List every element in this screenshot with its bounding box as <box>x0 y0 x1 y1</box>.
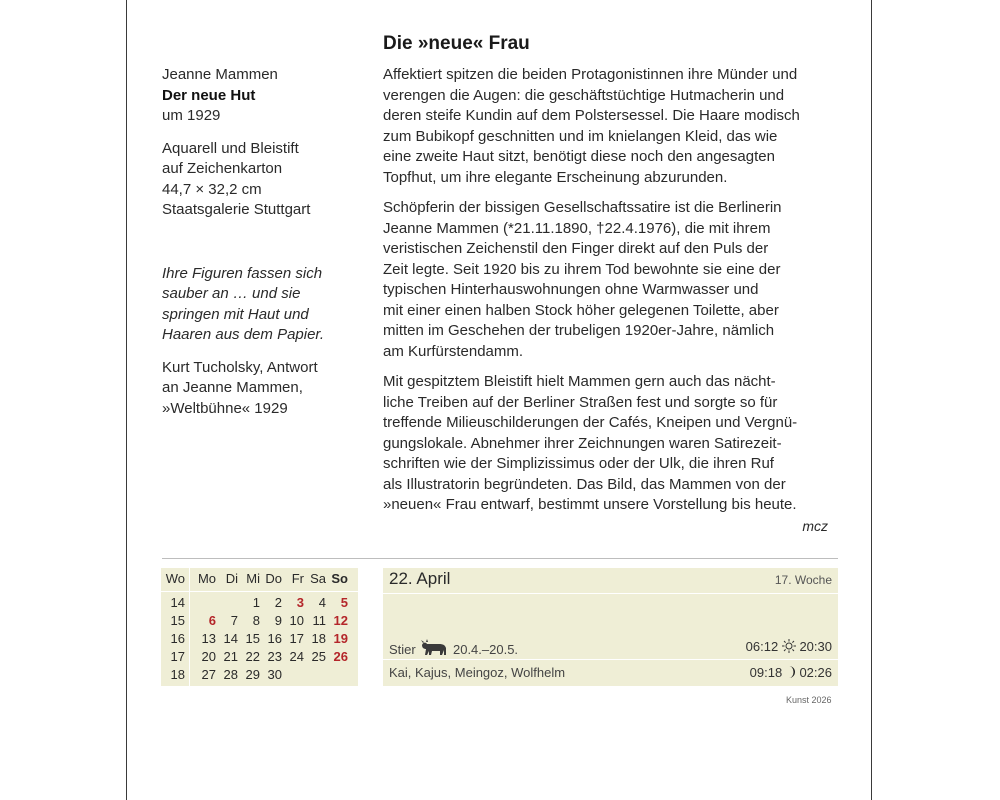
calendar-day: 2 <box>274 595 282 610</box>
calendar-day: 10 <box>289 613 304 628</box>
footer-label: Kunst 2026 <box>786 695 832 705</box>
sun-times <box>746 639 832 656</box>
article-body <box>383 65 838 536</box>
text-line: Zeit legte. Seit 1920 bis zu ihrem Tod bewohnte sie eine der <box>383 260 781 278</box>
author-signature: mcz <box>802 517 828 534</box>
artist-name: Jeanne Mammen <box>162 66 278 83</box>
quote-line: springen mit Haut und <box>162 305 309 323</box>
text-line: eine zweite Haut sitzt, benötigt diese noch den angesagten <box>383 148 775 165</box>
week-number: 17. Woche <box>774 573 832 587</box>
week-number: 18 <box>170 667 185 682</box>
zodiac-line <box>389 639 518 662</box>
weekday-header: Mo <box>197 571 216 586</box>
dimensions-line: 44,7 × 32,2 cm <box>162 180 262 198</box>
calendar-day: 21 <box>223 649 238 664</box>
artwork-date: um 1929 <box>162 107 221 124</box>
calendar-day: 27 <box>201 667 216 682</box>
text-line: typischen Hinterhauswohnungen ohne Warmwasser und <box>383 281 759 298</box>
weekday-header: Wo <box>165 571 185 586</box>
calendar-day: 3 <box>296 595 304 610</box>
text-line: »neuen« Frau entwarf, bestimmt unsere Vorstellung bis heute. <box>383 496 797 513</box>
quote <box>162 264 352 346</box>
calendar-day: 12 <box>333 613 348 628</box>
sun-icon <box>782 639 796 656</box>
week-number: 15 <box>170 613 185 628</box>
week-number: 14 <box>170 595 185 610</box>
collection-line: Staatsgalerie Stuttgart <box>162 201 311 218</box>
calendar-day: 15 <box>245 631 260 646</box>
quote-source-line: »Weltbühne« 1929 <box>162 399 288 417</box>
quote-source <box>162 358 352 420</box>
calendar-day: 6 <box>208 613 216 628</box>
calendar-day: 28 <box>223 667 238 682</box>
calendar-day: 18 <box>311 631 326 646</box>
quote-line: sauber an … und sie <box>162 285 301 302</box>
calendar-day: 20 <box>201 649 216 664</box>
calendar-day: 13 <box>201 631 216 646</box>
text-line: als Illustratorin begründeten. Das Bild, das Mammen von der <box>383 475 786 493</box>
calendar-day: 8 <box>252 613 260 628</box>
weekday-header: Sa <box>310 571 326 586</box>
text-line: schriften wie der Simplizissimus oder der Ulk, die ihren Ruf <box>383 455 774 472</box>
text-line: zum Bubikopf geschnitten und im knielangen Kleid, das wie <box>383 127 778 145</box>
calendar-day: 7 <box>230 613 238 628</box>
calendar-week-row <box>161 631 358 649</box>
calendar-day: 22 <box>245 649 260 664</box>
weekday-header: Do <box>265 571 282 586</box>
text-line: verengen die Augen: die geschäftstüchtige Hutmacherin und <box>383 86 785 104</box>
text-line: Topfhut, um ihre elegante Erscheinung abzurunden. <box>383 168 728 186</box>
artwork-caption <box>162 65 352 419</box>
calendar-day: 29 <box>245 667 260 682</box>
header-divider <box>161 591 358 592</box>
day-info-box <box>383 568 838 686</box>
text-line: gungslokale. Abnehmer ihrer Zeichnungen waren Satirezeit- <box>383 434 782 452</box>
sunset-time: 20:30 <box>799 639 832 654</box>
week-number: 16 <box>170 631 185 646</box>
text-line: treffende Milieuschilderungen der Cafés, Kneipen und Vergnü- <box>383 414 798 431</box>
text-line: Jeanne Mammen (*21.11.1890, †22.4.1976), die mit ihrem <box>383 219 771 237</box>
text-line: Mit gespitztem Bleistift hielt Mammen gern auch das nächt- <box>383 373 776 390</box>
quote-line: Ihre Figuren fassen sich <box>162 264 323 282</box>
quote-line: Haaren aus dem Papier. <box>162 326 325 343</box>
text-line: liche Treiben auf der Berliner Straßen fest und sorgte so für <box>383 393 778 411</box>
medium-line: auf Zeichenkarton <box>162 160 283 177</box>
calendar-day: 5 <box>340 595 348 610</box>
text-line: deren steife Kundin auf dem Polstersessel. Die Haare modisch <box>383 107 800 124</box>
month-calendar <box>161 568 358 686</box>
sunrise-time: 06:12 <box>745 639 779 654</box>
weekday-header: Fr <box>291 571 304 586</box>
calendar-day: 23 <box>267 649 282 664</box>
calendar-day: 14 <box>223 631 238 646</box>
artwork-medium <box>162 139 352 221</box>
calendar-day: 4 <box>318 595 326 610</box>
weekday-header: Di <box>225 571 238 586</box>
zodiac-sign: Stier <box>389 641 416 657</box>
name-days: Kai, Kajus, Meingoz, Wolfhelm <box>389 665 566 680</box>
calendar-day: 24 <box>289 649 304 664</box>
paragraph-1 <box>383 65 838 188</box>
calendar-day: 19 <box>333 631 348 646</box>
calendar-header <box>161 571 358 589</box>
calendar-week-row <box>161 613 358 631</box>
calendar-day: 25 <box>311 649 326 664</box>
weekday-header: So <box>331 571 348 586</box>
calendar-day: 26 <box>333 649 348 664</box>
calendar-day: 30 <box>267 667 282 682</box>
calendar-week-row <box>161 649 358 667</box>
calendar-week-row <box>161 667 358 685</box>
week-number: 17 <box>170 649 185 664</box>
calendar-day: 1 <box>252 595 260 610</box>
zodiac-range: 20.4.–20.5. <box>452 641 519 657</box>
text-line: am Kurfürstendamm. <box>383 342 524 360</box>
page-title: Die »neue« Frau <box>383 33 530 54</box>
calendar-day: 17 <box>289 631 304 646</box>
calendar-week-row <box>161 595 358 613</box>
quote-source-line: Kurt Tucholsky, Antwort <box>162 358 318 376</box>
moon-icon <box>786 665 796 682</box>
text-line: Schöpferin der bissigen Gesellschaftssatire ist die Berlinerin <box>383 199 782 216</box>
paragraph-3 <box>383 372 838 516</box>
moon-times <box>750 665 832 682</box>
paragraph-2 <box>383 198 838 362</box>
artwork-title: Der neue Hut <box>162 86 256 104</box>
bull-icon <box>419 639 449 662</box>
calendar-day: 9 <box>274 613 282 628</box>
moonrise-time: 09:18 <box>749 665 783 680</box>
text-line: mit einer einen halben Stock höher gelegenen Toilette, aber <box>383 301 779 319</box>
medium-line: Aquarell und Bleistift <box>162 139 299 157</box>
day-divider <box>383 593 838 594</box>
day-header <box>383 568 838 593</box>
quote-source-line: an Jeanne Mammen, <box>162 379 303 396</box>
calendar-day: 16 <box>267 631 282 646</box>
moonset-time: 02:26 <box>799 665 832 680</box>
weekday-header: Mi <box>246 571 260 586</box>
divider <box>162 558 838 559</box>
text-line: mitten im Geschehen der trubeligen 1920er-Jahre, nämlich <box>383 322 775 339</box>
day-date: 22. April <box>389 569 451 588</box>
text-line: veristischen Zeichenstil den Finger direkt auf den Puls der <box>383 240 769 257</box>
text-line: Affektiert spitzen die beiden Protagonistinnen ihre Münder und <box>383 66 798 83</box>
calendar-day: 11 <box>312 613 326 628</box>
